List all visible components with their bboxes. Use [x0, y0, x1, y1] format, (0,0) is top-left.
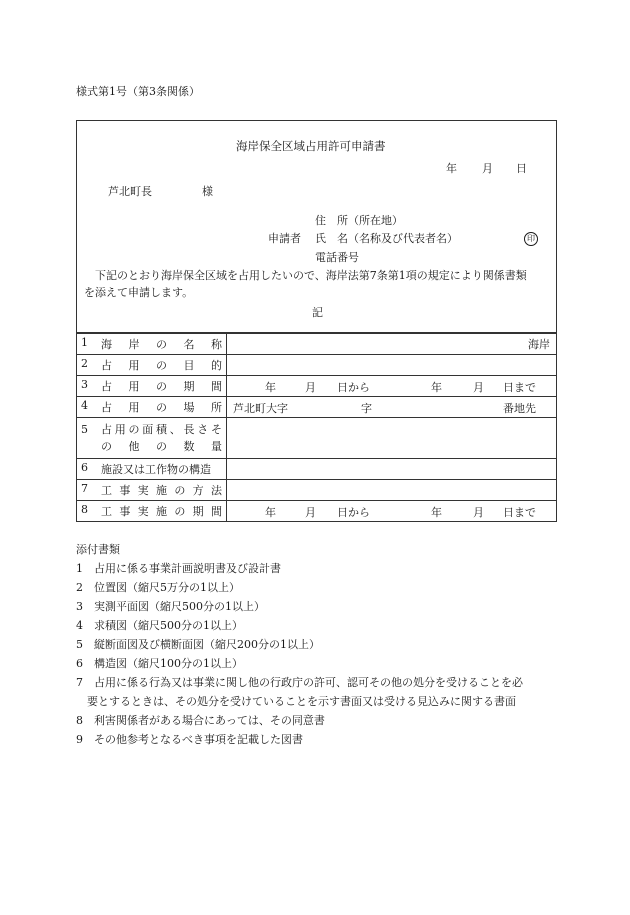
- item-number: 7: [81, 482, 88, 495]
- attachment-item-continuation: 要とするときは、その処分を受けていることを示す書面又は受ける見込みに関する書面: [76, 695, 516, 708]
- period-from: 日から: [337, 506, 370, 519]
- page-title: 海岸保全区域占用許可申請書: [236, 139, 386, 153]
- period-month: 月: [473, 506, 484, 519]
- date-day-label: 日: [516, 162, 527, 175]
- item-label: [77, 355, 227, 376]
- attachment-item: 6 構造図（縮尺100分の1以上）: [76, 657, 243, 670]
- item-label: [77, 376, 227, 397]
- item-value[interactable]: [227, 397, 557, 418]
- item-value[interactable]: [227, 501, 557, 522]
- item-label-text: 占 用 の 面 積 、 長 さ そ: [101, 423, 222, 436]
- item-value[interactable]: [227, 459, 557, 480]
- body-text-line-1: 下記のとおり海岸保全区域を占用したいので、海岸法第7条第1項の規定により関係書類: [84, 269, 527, 282]
- item-value[interactable]: [227, 355, 557, 376]
- item-label-text: 工 事 実 施 の 方 法: [101, 484, 222, 497]
- body-text-line-2: を添えて申請します。: [84, 286, 194, 299]
- table-row: [77, 376, 557, 397]
- item-label-text: 占 用 の 期 間: [101, 380, 222, 393]
- place-banchi: 番地先: [503, 402, 536, 415]
- item-label: [77, 459, 227, 480]
- period-year: 年: [431, 381, 442, 394]
- applicant-phone-label: 電話番号: [315, 251, 359, 264]
- place-aza: 字: [361, 402, 372, 415]
- attachment-item: 5 縦断面図及び横断面図（縮尺200分の1以上）: [76, 638, 320, 651]
- table-row: [77, 397, 557, 418]
- attachment-item: 9 その他参考となるべき事項を記載した図書: [76, 733, 303, 746]
- applicant-address-label: 住 所（所在地）: [315, 214, 403, 227]
- date-month-label: 月: [482, 162, 493, 175]
- item-label: [77, 480, 227, 501]
- item-value[interactable]: [227, 376, 557, 397]
- table-row: [77, 418, 557, 459]
- attachment-item: 1 占用に係る事業計画説明書及び設計書: [76, 562, 281, 575]
- period-month: 月: [305, 506, 316, 519]
- table-row: [77, 501, 557, 522]
- place-oaza: 芦北町大字: [233, 402, 288, 415]
- seal-mark: [524, 231, 538, 246]
- table-row: [77, 459, 557, 480]
- item-value[interactable]: [227, 418, 557, 459]
- period-from: 日から: [337, 381, 370, 394]
- item-value[interactable]: [227, 480, 557, 501]
- period-month: 月: [305, 381, 316, 394]
- item-label: [77, 397, 227, 418]
- form-number: 様式第1号（第3条関係）: [76, 85, 200, 98]
- attachment-item: 3 実測平面図（縮尺500分の1以上）: [76, 600, 265, 613]
- item-number: 6: [81, 461, 88, 474]
- item-label-text: 占 用 の 目 的: [101, 359, 222, 372]
- date-year-label: 年: [446, 162, 457, 175]
- item-label: [77, 334, 227, 355]
- period-month: 月: [473, 381, 484, 394]
- table-row: [77, 355, 557, 376]
- item-label-text-line2: の 他 の 数 量: [101, 440, 222, 453]
- item-label-text: 海 岸 の 名 称: [101, 338, 222, 351]
- item-label-text: 施設又は工作物の構造: [101, 463, 211, 476]
- applicant-name-label: 氏 名（名称及び代表者名）: [315, 232, 458, 245]
- item-label-text: 占 用 の 場 所: [101, 401, 222, 414]
- ki-heading: 記: [312, 306, 323, 319]
- attachment-item: 2 位置図（縮尺5万分の1以上）: [76, 581, 240, 594]
- item-number: 4: [81, 399, 88, 412]
- period-year: 年: [265, 381, 276, 394]
- item-number: 2: [81, 357, 88, 370]
- addressee-name: 芦北町長: [108, 185, 152, 198]
- table-row: [77, 334, 557, 355]
- seal-text: 印: [524, 232, 538, 246]
- item-label: [77, 501, 227, 522]
- period-until: 日まで: [503, 506, 536, 519]
- attachment-item: 7 占用に係る行為又は事業に関し他の行政庁の許可、認可その他の処分を受けることを必: [76, 676, 523, 689]
- item-number: 5: [81, 423, 88, 436]
- attachments-title: 添付書類: [76, 543, 120, 556]
- period-year: 年: [431, 506, 442, 519]
- attachment-item: 8 利害関係者がある場合にあっては、その同意書: [76, 714, 325, 727]
- table-row: [77, 480, 557, 501]
- coast-suffix: 海岸: [528, 338, 550, 351]
- period-year: 年: [265, 506, 276, 519]
- item-number: 3: [81, 378, 88, 391]
- item-number: 1: [81, 336, 88, 349]
- applicant-label: 申請者: [268, 232, 301, 245]
- item-label-text: 工 事 実 施 の 期 間: [101, 505, 222, 518]
- items-table: [76, 333, 557, 522]
- attachment-item: 4 求積図（縮尺500分の1以上）: [76, 619, 243, 632]
- item-label: [77, 418, 227, 459]
- item-number: 8: [81, 503, 88, 516]
- item-value[interactable]: [227, 334, 557, 355]
- period-until: 日まで: [503, 381, 536, 394]
- addressee-honorific: 様: [202, 185, 213, 198]
